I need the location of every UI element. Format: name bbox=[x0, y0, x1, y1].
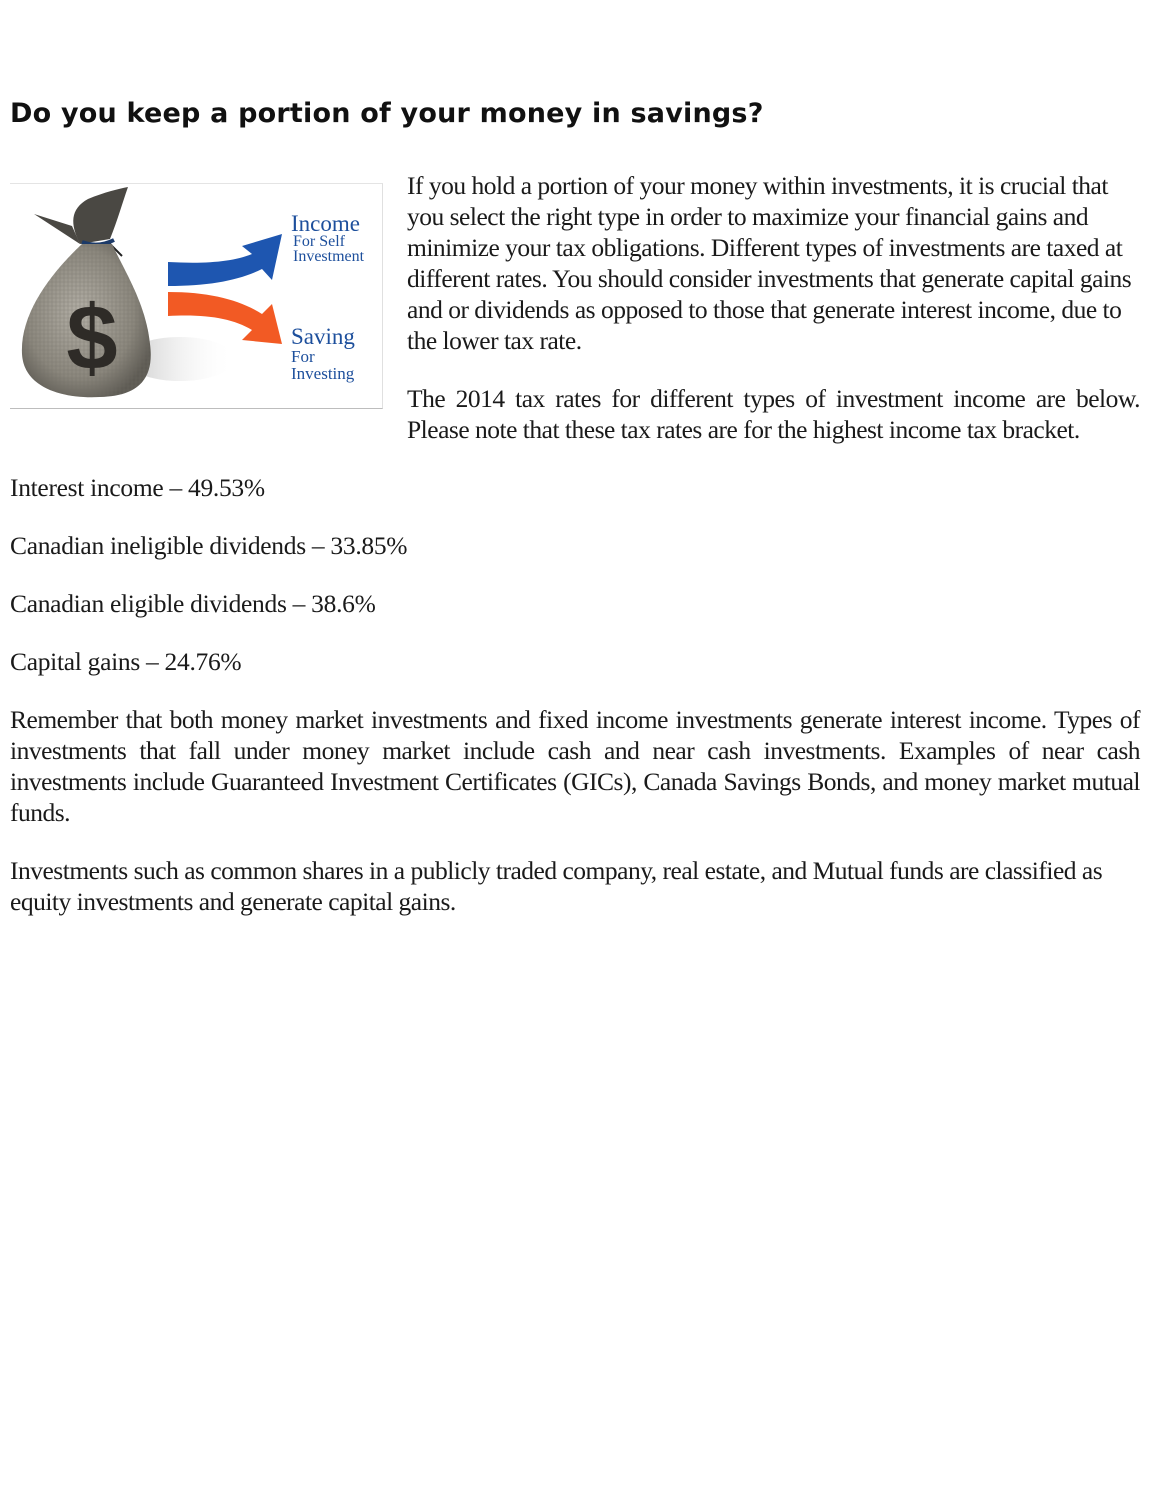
rates-intro-paragraph: The 2014 tax rates for different types of investment income are below. Please note that these tax rates are for the highest income tax bracket. bbox=[407, 384, 1140, 444]
svg-text:$: $ bbox=[66, 287, 118, 389]
money-bag-illustration bbox=[10, 183, 383, 409]
income-label: Income bbox=[291, 211, 360, 236]
article-body bbox=[10, 170, 1140, 944]
tax-rate-item: Canadian eligible dividends – 38.6% bbox=[10, 589, 376, 618]
tax-rate-item: Capital gains – 24.76% bbox=[10, 647, 242, 676]
saving-sub-label: For Investing bbox=[291, 347, 355, 383]
equity-paragraph: Investments such as common shares in a publicly traded company, real estate, and Mutual funds are classified as equity investments and generate capital gains. bbox=[10, 856, 1103, 916]
tax-rate-item: Interest income – 49.53% bbox=[10, 473, 265, 502]
tax-rate-item: Canadian ineligible dividends – 33.85% bbox=[10, 531, 408, 560]
saving-label: Saving bbox=[291, 324, 355, 349]
intro-paragraph: If you hold a portion of your money within investments, it is crucial that you select the right type in order to maximize your financial gains and minimize your tax obligations. Different types of investments are taxed at different rates. You should consider investments that generate capital gains and or dividends as opposed to those that generate interest income, due to the lower tax rate. bbox=[407, 171, 1132, 355]
income-sub-label-2: Investment bbox=[293, 248, 365, 265]
income-sub-label-1: For Self bbox=[293, 233, 345, 250]
tax-rate-list bbox=[10, 472, 1140, 677]
money-market-paragraph: Remember that both money market investments and fixed income investments generate interest income. Types of investments that fall under money market include cash and near cash investments. Examples of near cash investments include Guaranteed Investment Certificates (GICs), Canada Savings Bonds, and money market mutual funds. bbox=[10, 705, 1140, 827]
page-title: Do you keep a portion of your money in savings? bbox=[10, 98, 764, 129]
